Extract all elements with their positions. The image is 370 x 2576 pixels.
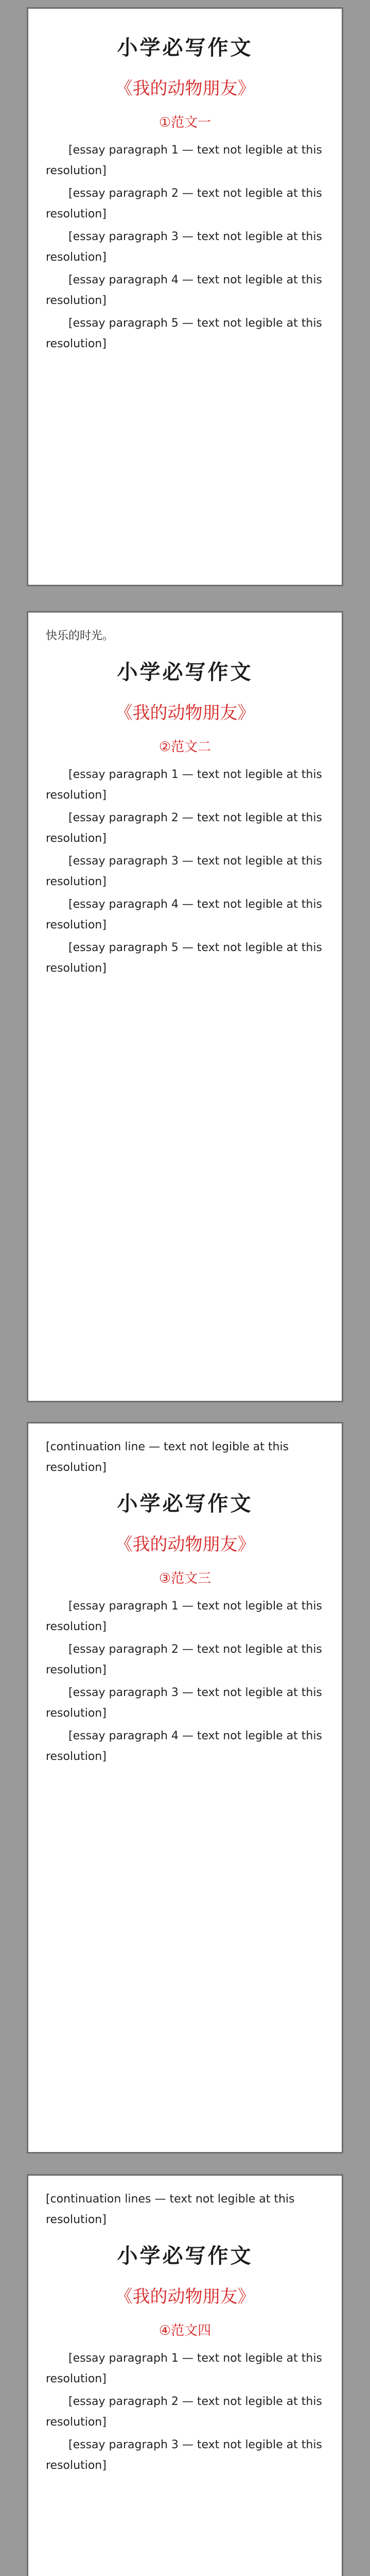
essay-paragraph: [essay paragraph 4 — text not legible at this resolution]: [46, 274, 322, 307]
essay-paragraph: [essay paragraph 3 — text not legible at this resolution]: [46, 230, 322, 264]
essay-title: 《我的动物朋友》: [115, 1534, 255, 1555]
continuation-text: 快乐的时光。: [46, 630, 114, 642]
page-heading: 小学必写作文: [117, 2244, 253, 2268]
essay-paragraph: [essay paragraph 2 — text not legible at this resolution]: [46, 2395, 322, 2429]
essay-page-4: [27, 2174, 343, 2576]
essay-title: 《我的动物朋友》: [115, 2286, 255, 2307]
page-heading: 小学必写作文: [117, 1492, 253, 1516]
essay-paragraph: [essay paragraph 3 — text not legible at this resolution]: [46, 2438, 322, 2472]
section-label: ③范文三: [158, 1571, 212, 1586]
essay-paragraph: [essay paragraph 4 — text not legible at this resolution]: [46, 1730, 322, 1763]
essay-paragraph: [essay paragraph 2 — text not legible at this resolution]: [46, 811, 322, 845]
essay-page-3: [27, 1422, 343, 2154]
essay-page-2: [27, 611, 343, 1402]
essay-paragraph: [essay paragraph 1 — text not legible at this resolution]: [46, 2352, 322, 2385]
continuation-text: [continuation lines — text not legible at this resolution]: [46, 2193, 295, 2226]
section-label: ①范文一: [158, 115, 212, 130]
essay-page-1: [27, 7, 343, 586]
continuation-text: [continuation line — text not legible at this resolution]: [46, 1440, 289, 1474]
essay-title: 《我的动物朋友》: [115, 703, 255, 723]
essay-paragraph: [essay paragraph 2 — text not legible at this resolution]: [46, 187, 322, 221]
section-label: ②范文二: [158, 739, 212, 755]
essay-paragraph: [essay paragraph 3 — text not legible at this resolution]: [46, 855, 322, 888]
essay-paragraph: [essay paragraph 5 — text not legible at this resolution]: [46, 941, 322, 975]
essay-paragraph: [essay paragraph 1 — text not legible at this resolution]: [46, 1600, 322, 1633]
page-heading: 小学必写作文: [117, 660, 253, 684]
section-label: ④范文四: [158, 2323, 212, 2338]
essay-paragraph: [essay paragraph 4 — text not legible at this resolution]: [46, 898, 322, 931]
essay-title: 《我的动物朋友》: [115, 78, 255, 99]
page-heading: 小学必写作文: [117, 36, 253, 60]
essay-paragraph: [essay paragraph 2 — text not legible at this resolution]: [46, 1643, 322, 1676]
essay-paragraph: [essay paragraph 1 — text not legible at this resolution]: [46, 768, 322, 802]
essay-paragraph: [essay paragraph 1 — text not legible at this resolution]: [46, 144, 322, 177]
essay-paragraph: [essay paragraph 5 — text not legible at this resolution]: [46, 317, 322, 350]
essay-paragraph: [essay paragraph 3 — text not legible at this resolution]: [46, 1686, 322, 1720]
